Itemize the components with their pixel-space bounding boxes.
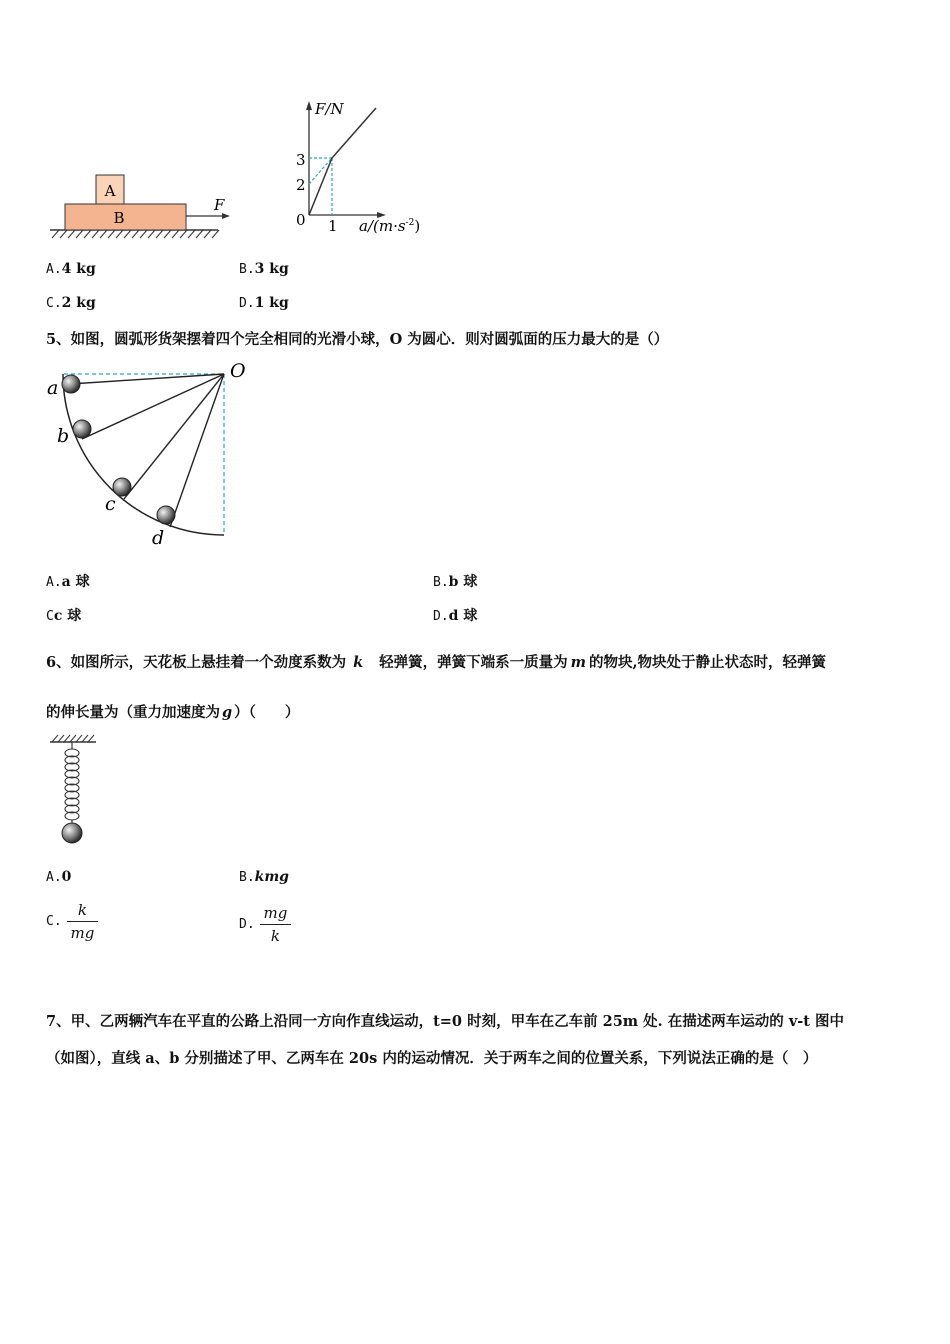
x-tick-1: 1 bbox=[328, 217, 338, 235]
q6-option-a: A.0 bbox=[46, 869, 72, 885]
q6-option-c: C. $\frac{k}{mg}$ bbox=[46, 901, 98, 942]
q7-stem-line1: 7、甲、乙两辆汽车在平直的公路上沿同一方向作直线运动，t=0 时刻，甲车在乙车前 25m 处. 在描述两车运动的 v-t 图中 bbox=[46, 1013, 845, 1030]
q5-option-c: Cc 球 bbox=[46, 608, 82, 624]
arc-surface bbox=[63, 374, 224, 535]
arc-shelf-figure bbox=[44, 358, 254, 550]
origin-label: 0 bbox=[296, 211, 306, 229]
force-label: F bbox=[214, 196, 225, 214]
mass-ball bbox=[62, 823, 82, 843]
y-tick-2: 2 bbox=[296, 176, 306, 194]
y-axis-label: F/N bbox=[315, 100, 344, 118]
fraction-mg-over-k: $\frac{mg}{k}$ bbox=[260, 904, 292, 945]
spring-coils bbox=[65, 749, 79, 820]
center-o-label: O bbox=[230, 360, 246, 382]
q5-stem: 5、如图，圆弧形货架摆着四个完全相同的光滑小球，O 为圆心．则对圆弧面的压力最大的是（） bbox=[46, 331, 669, 348]
q4-option-c: C.2 kg bbox=[46, 295, 96, 311]
q6-stem-line2: 的伸长量为（重力加速度为 g ）（ ） bbox=[46, 704, 300, 721]
block-on-board-figure bbox=[46, 168, 236, 244]
ball-d-label: d bbox=[152, 527, 165, 549]
spring-mass-figure bbox=[48, 733, 100, 849]
block-a-label: A bbox=[104, 182, 116, 200]
ball-b bbox=[73, 420, 91, 438]
q6-option-b: B.kmg bbox=[239, 869, 289, 885]
q4-option-d: D.1 kg bbox=[239, 295, 289, 311]
q4-option-a: A.4 kg bbox=[46, 261, 96, 277]
q4-option-b: B.3 kg bbox=[239, 261, 289, 277]
y-tick-3: 3 bbox=[296, 151, 306, 169]
fraction-k-over-mg: $\frac{k}{mg}$ bbox=[67, 901, 99, 942]
q5-option-a: A.a 球 bbox=[46, 574, 90, 590]
ball-b-label: b bbox=[57, 425, 70, 447]
q5-option-d: D.d 球 bbox=[433, 608, 478, 624]
ball-a-label: a bbox=[47, 377, 59, 399]
ball-c bbox=[113, 478, 131, 496]
q6-stem-line1: 6、如图所示，天花板上悬挂着一个劲度系数为 k 轻弹簧，弹簧下端系一质量为 m 的物块,物块处于静止状态时，轻弹簧 bbox=[46, 654, 827, 671]
x-axis-label: $a/(m\cdot s^{-2})$ bbox=[359, 217, 421, 235]
graph-line bbox=[309, 108, 376, 215]
q6-option-d: D. $\frac{mg}{k}$ bbox=[239, 904, 291, 945]
ball-c-label: c bbox=[105, 493, 116, 515]
block-b bbox=[65, 204, 186, 230]
q5-option-b: B.b 球 bbox=[433, 574, 478, 590]
block-b-label: B bbox=[113, 209, 125, 227]
q7-stem-line2: （如图），直线 a、b 分别描述了甲、乙两车在 20s 内的运动情况．关于两车之间的位置关系，下列说法正确的是（ ） bbox=[46, 1050, 818, 1067]
ball-a bbox=[62, 375, 80, 393]
ball-d bbox=[157, 506, 175, 524]
force-acceleration-graph bbox=[290, 98, 440, 240]
